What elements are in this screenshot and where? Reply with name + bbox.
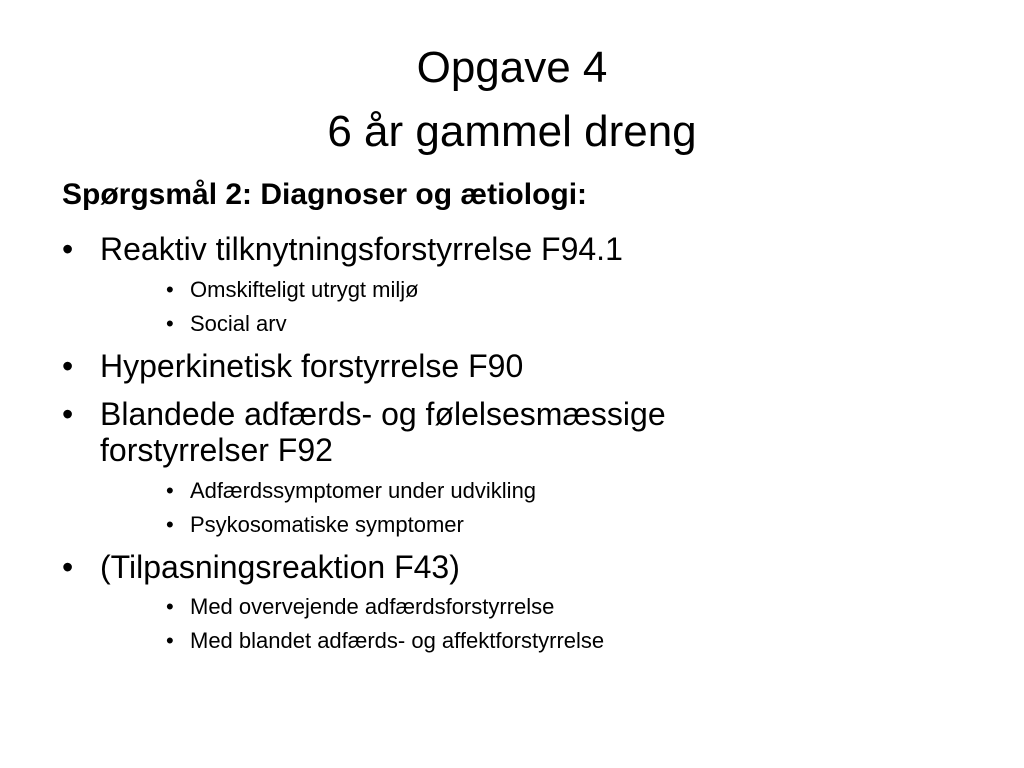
bullet-icon: • (62, 348, 74, 384)
sub-bullet-icon: • (166, 311, 174, 336)
sub-bullet-icon: • (166, 478, 174, 503)
sub-bullet-text: Med blandet adfærds- og affektforstyrrelse (190, 628, 605, 653)
slide-title-line-1: Opgave 4 (416, 43, 608, 92)
bullet-icon: • (62, 396, 74, 432)
bullet-text-line-1: Blandede adfærds- og følelsesmæssige (100, 396, 666, 432)
section-heading: Spørgsmål 2: Diagnoser og ætiologi: (62, 178, 588, 211)
bullet-icon: • (62, 549, 74, 585)
bullet-text-line-2: forstyrrelser F92 (100, 432, 333, 468)
sub-bullet-icon: • (166, 512, 174, 537)
sub-bullet-icon: • (166, 594, 174, 619)
sub-bullet-icon: • (166, 628, 174, 653)
sub-bullet-text: Psykosomatiske symptomer (190, 512, 464, 537)
sub-bullet-icon: • (166, 277, 174, 302)
sub-bullet-text: Med overvejende adfærdsforstyrrelse (190, 594, 555, 619)
sub-bullet-text: Adfærdssymptomer under udvikling (190, 478, 537, 503)
bullet-icon: • (62, 231, 74, 267)
slide-title-line-2: 6 år gammel dreng (327, 107, 697, 156)
sub-bullet-text: Social arv (190, 311, 287, 336)
sub-bullet-text: Omskifteligt utrygt miljø (190, 277, 419, 302)
bullet-text: Reaktiv tilknytningsforstyrrelse F94.1 (100, 231, 623, 267)
bullet-text: (Tilpasningsreaktion F43) (100, 549, 460, 585)
bullet-text: Hyperkinetisk forstyrrelse F90 (100, 348, 524, 384)
